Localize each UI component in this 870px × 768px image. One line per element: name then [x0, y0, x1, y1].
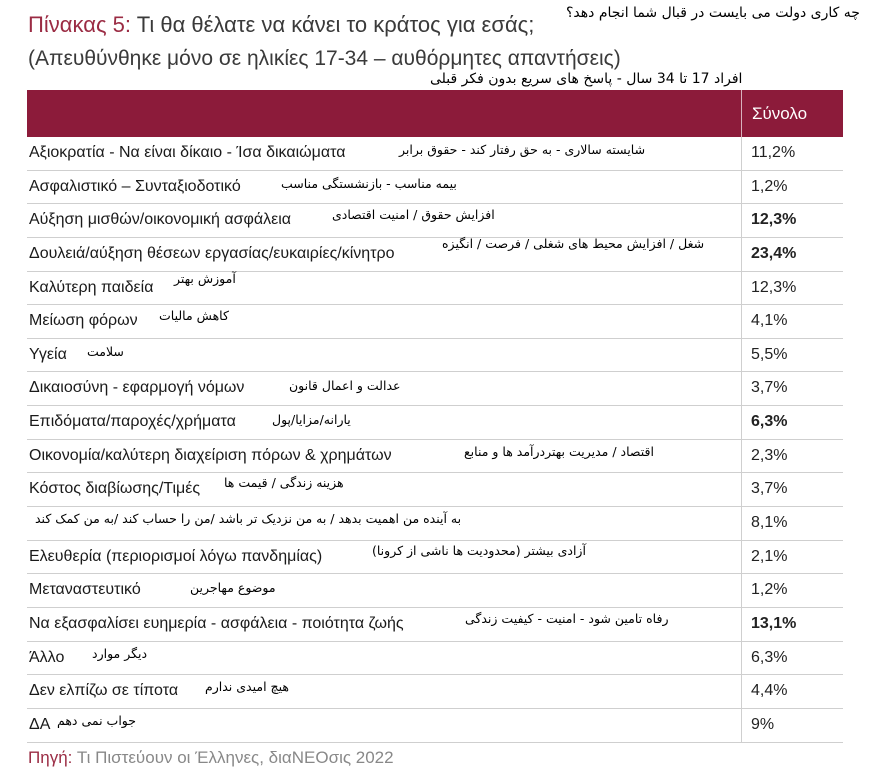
- column-divider: [741, 473, 742, 506]
- row-value: 13,1%: [751, 614, 797, 632]
- row-label-greek: Δεν ελπίζω σε τίποτα: [29, 682, 179, 700]
- row-label-greek: Αξιοκρατία - Να είναι δίκαιο - Ίσα δικαιώματα: [29, 144, 346, 161]
- table-row: [27, 406, 843, 440]
- table-row: [27, 574, 843, 608]
- column-divider: [741, 171, 742, 204]
- column-divider: [741, 709, 742, 742]
- column-divider: [741, 339, 742, 372]
- table-row: [27, 642, 843, 676]
- row-value: 6,3%: [751, 413, 788, 431]
- row-label-persian: موضوع مهاجرین: [190, 580, 276, 596]
- row-value: 2,1%: [751, 547, 788, 565]
- header-total: Σύνολο: [752, 104, 808, 123]
- column-divider: [741, 507, 742, 540]
- row-label-greek: Κόστος διαβίωσης/Τιμές: [29, 480, 201, 498]
- table-subtitle: (Απευθύνθηκε μόνο σε ηλικίες 17-34 – αυθόρμητες απαντήσεις): [28, 47, 621, 70]
- row-value: 12,3%: [751, 278, 797, 296]
- column-divider: [741, 642, 742, 675]
- source-label: Πηγή:: [28, 748, 73, 767]
- row-label-greek: Ασφαλιστικό – Συνταξιοδοτικό: [29, 177, 241, 195]
- row-label-persian: اقتصاد / مدیریت بهتردرآمد ها و منابع: [464, 443, 654, 459]
- row-label-greek: Επιδόματα/παροχές/χρήματα: [29, 413, 236, 431]
- row-label-persian: آزادی بیشتر (محدودیت ها ناشی از کرونا): [372, 542, 586, 558]
- row-value: 2,3%: [751, 446, 788, 464]
- table-row: [27, 541, 843, 575]
- row-label-persian: عدالت و اعمال قانون: [289, 378, 401, 394]
- row-value: 23,4%: [751, 244, 797, 262]
- row-label-persian: شایسته سالاری - به حق رفتار کند - حقوق برابر: [399, 142, 646, 157]
- row-label-greek: Δουλειά/αύξηση θέσεων εργασίας/ευκαιρίες/κίνητρο: [29, 244, 395, 262]
- row-label-persian: دیگر موارد: [92, 645, 148, 661]
- row-label-persian: سلامت: [87, 343, 124, 359]
- row-value: 9%: [751, 715, 775, 733]
- row-label-greek: Καλύτερη παιδεία: [29, 278, 154, 296]
- persian-subtitle-annotation: افراد 17 تا 34 سال - پاسخ های سریع بدون فکر قبلی: [430, 71, 743, 87]
- table-row: [27, 171, 843, 205]
- source-text: Τι Πιστεύουν οι Έλληνες, διαΝΕΟσις 2022: [76, 748, 394, 767]
- table-title-prefix: Πίνακας 5:: [28, 12, 132, 37]
- row-value: 3,7%: [751, 379, 788, 397]
- row-label-persian: آموزش بهتر: [174, 270, 236, 286]
- row-value: 4,4%: [751, 682, 788, 700]
- table-row: [27, 675, 843, 709]
- row-value: 11,2%: [751, 144, 796, 161]
- persian-title-annotation: چه کاری دولت می بایست در قبال شما انجام دهد؟: [566, 5, 860, 21]
- column-divider: [741, 204, 742, 237]
- table-title: [28, 12, 534, 38]
- row-label-greek: Αύξηση μισθών/οικονομική ασφάλεια: [29, 211, 292, 229]
- table-row: [27, 339, 843, 373]
- column-divider: [741, 238, 742, 271]
- row-label-persian: رفاه تامین شود - امنیت - کیفیت زندگی: [465, 610, 669, 626]
- table-row: [27, 235, 843, 272]
- row-label-greek: Ελευθερία (περιορισμοί λόγω πανδημίας): [29, 547, 323, 565]
- row-label-greek: Υγεία: [29, 345, 67, 363]
- column-divider: [741, 372, 742, 405]
- row-value: 12,3%: [751, 211, 797, 229]
- table-title-question: Τι θα θέλατε να κάνει το κράτος για εσάς;: [136, 12, 535, 37]
- column-divider: [741, 608, 742, 641]
- table-row: [27, 507, 843, 541]
- column-divider: [741, 574, 742, 607]
- row-label-greek: Οικονομία/καλύτερη διαχείριση πόρων & χρημάτων: [29, 446, 392, 464]
- table-row: [27, 137, 843, 171]
- row-value: 3,7%: [751, 480, 788, 498]
- column-divider: [741, 440, 742, 473]
- row-label-persian: بیمه مناسب - بازنشستگی مناسب: [281, 175, 457, 191]
- row-label-persian: به آینده من اهمیت بدهد / به من نزدیک تر باشد /من را حساب کند /به من کمک کند: [35, 511, 462, 527]
- source-note: [28, 748, 394, 768]
- table-row: [27, 272, 843, 306]
- row-label-persian: کاهش مالیات: [159, 308, 229, 324]
- row-value: 6,3%: [751, 648, 788, 666]
- column-divider: [741, 305, 742, 338]
- survey-table: [27, 90, 843, 743]
- table-row: [27, 372, 843, 406]
- table-row: [27, 608, 843, 642]
- row-value: 8,1%: [751, 514, 788, 532]
- row-value: 1,2%: [751, 177, 788, 195]
- row-value: 1,2%: [751, 581, 788, 599]
- table-body: [27, 137, 843, 743]
- row-label-persian: جواب نمی دهم: [57, 712, 136, 728]
- header-divider: [741, 90, 742, 137]
- row-value: 5,5%: [751, 345, 788, 363]
- row-label-greek: Μεταναστευτικό: [29, 581, 141, 599]
- row-label-greek: ΔΑ: [29, 715, 51, 733]
- column-divider: [741, 272, 742, 305]
- table-header: [27, 90, 843, 137]
- table-row: [27, 709, 843, 743]
- table-row: [27, 440, 843, 474]
- column-divider: [741, 406, 742, 439]
- row-label-persian: شغل / افزایش محیط های شغلی / فرصت / انگیزه: [442, 235, 705, 251]
- row-label-greek: Δικαιοσύνη - εφαρμογή νόμων: [29, 379, 245, 397]
- row-value: 4,1%: [751, 312, 788, 330]
- column-divider: [741, 541, 742, 574]
- row-label-persian: یارانه/مزایا/پول: [272, 412, 351, 428]
- row-label-greek: Μείωση φόρων: [29, 312, 138, 330]
- table-row: [27, 305, 843, 339]
- table-row: [27, 204, 843, 238]
- column-divider: [741, 675, 742, 708]
- table-row: [27, 473, 843, 507]
- row-label-persian: هزینه زندگی / قیمت ها: [224, 475, 344, 491]
- row-label-greek: Να εξασφαλίσει ευημερία - ασφάλεια - ποιότητα ζωής: [29, 614, 404, 632]
- row-label-persian: افزایش حقوق / امنیت اقتصادی: [332, 207, 495, 223]
- column-divider: [741, 137, 742, 170]
- row-label-greek: Άλλο: [29, 648, 65, 666]
- row-label-persian: هیچ امیدی ندارم: [205, 679, 289, 695]
